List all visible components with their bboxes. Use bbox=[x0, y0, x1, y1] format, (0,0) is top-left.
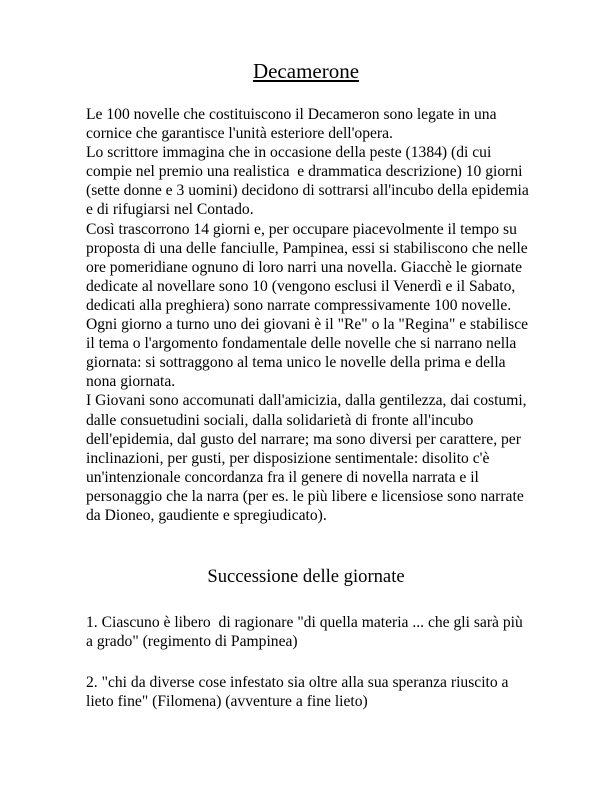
text-line: ore pomeridiane ognuno di loro narri una novella. Giacchè le giornate bbox=[86, 258, 523, 276]
list-item bbox=[86, 673, 572, 711]
text-line: a grado" (regimento di Pampinea) bbox=[86, 633, 298, 651]
text-line: 2. "chi da diverse cose infestato sia oltre alla sua speranza riuscito a bbox=[86, 674, 509, 691]
text-line: nona giornata. bbox=[86, 373, 176, 391]
text-line: dedicati alla preghiera) sono narrate compressivamente 100 novelle. bbox=[86, 296, 512, 314]
text-line: dalle consuetudini sociali, dalla solidarietà di fronte all'incubo bbox=[86, 411, 474, 429]
text-line: inclinazioni, per gusti, per disposizione sentimentale: disolito c'è bbox=[86, 449, 490, 467]
document-title: Decamerone bbox=[252, 59, 360, 83]
text-line: (sette donne e 3 uomini) decidono di sottrarsi all'incubo della epidemia bbox=[86, 182, 529, 200]
text-line: un'intenzionale concordanza fra il genere di novella narrata e il bbox=[86, 468, 479, 486]
text-line: 1. Ciascuno è libero di ragionare "di quella materia ... che gli sarà più bbox=[86, 614, 523, 631]
text-line: dedicate al novellare sono 10 (vengono esclusi il Venerdì e il Sabato, bbox=[86, 277, 516, 295]
list-item bbox=[86, 613, 572, 651]
text-line: il tema o l'argomento fondamentale delle novelle che si narrano nella bbox=[86, 335, 517, 353]
text-line: lieto fine" (Filomena) (avventure a fine lieto) bbox=[86, 693, 368, 711]
text-line: Le 100 novelle che costituiscono il Decameron sono legate in una bbox=[86, 106, 497, 123]
text-line: Così trascorrono 14 giorni e, per occupare piacevolmente il tempo su bbox=[86, 220, 517, 238]
text-line: cornice che garantisce l'unità esteriore dell'opera. bbox=[86, 125, 393, 143]
text-line: Lo scrittore immagina che in occasione della peste (1384) (di cui bbox=[86, 144, 492, 162]
text-line: e di rifugiarsi nel Contado. bbox=[86, 201, 254, 219]
text-line: compie nel premio una realistica e drammatica descrizione) 10 giorni bbox=[86, 163, 523, 181]
text-line: dell'epidemia, dal gusto del narrare; ma sono diversi per carattere, per bbox=[86, 430, 521, 448]
text-line: proposta di una delle fanciulle, Pampinea, essi si stabiliscono che nelle bbox=[86, 239, 528, 257]
text-line: giornata: si sottraggono al tema unico le novelle della prima e della bbox=[86, 354, 506, 372]
text-line: I Giovani sono accomunati dall'amicizia, dalla gentilezza, dai costumi, bbox=[86, 392, 527, 410]
text-line: da Dioneo, gaudiente e spregiudicato). bbox=[86, 506, 327, 524]
text-line: personaggio che la narra (per es. le più libere e licensiose sono narrate bbox=[86, 487, 524, 505]
text-line: Ogni giorno a turno uno dei giovani è il "Re" o la "Regina" e stabilisce bbox=[86, 316, 529, 334]
intro-paragraph bbox=[86, 105, 572, 525]
section-title: Successione delle giornate bbox=[207, 566, 405, 587]
